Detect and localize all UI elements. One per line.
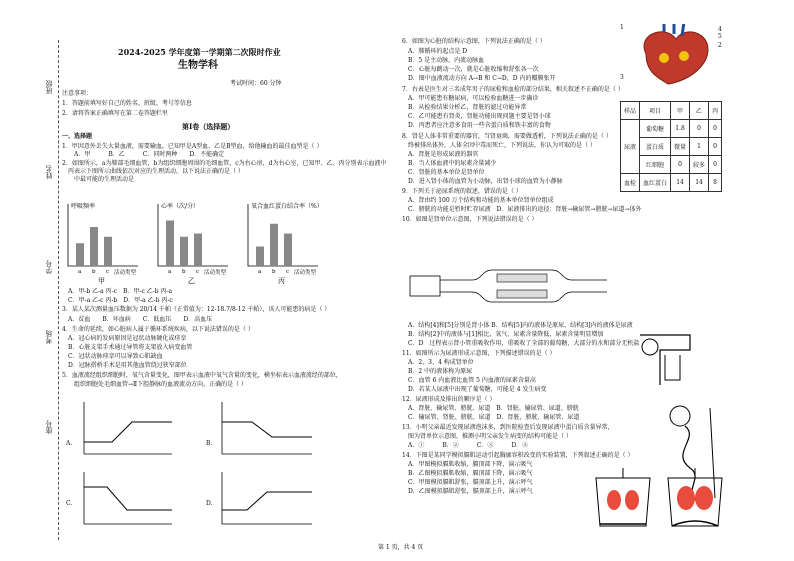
chart-label: 乙 — [188, 277, 195, 285]
q5-line-2: 组织细胞处毛细血管→Ⅱ下腔静脉的血液流动方向，正确的是（ ） — [62, 381, 248, 388]
heart-label-3: 3 — [620, 74, 624, 81]
bar — [284, 234, 292, 267]
o2-label-b: B. — [206, 440, 213, 447]
q5-line: 5．血液流经组织细胞时，氧气含量变化，图甲表示血液中氧气含量的变化，横坐标表示血液流经的部位， — [62, 372, 342, 379]
bell-jar-diagram — [588, 466, 658, 536]
table-cell: 8 — [709, 174, 722, 192]
chart-label: 丙 — [278, 277, 285, 285]
bar-category-label: a — [168, 269, 172, 275]
q2-line-3: 中最可能的生理活动是 — [62, 176, 135, 183]
heart-label-2: 2 — [718, 42, 722, 49]
right-text-line-lower: 14．下图是某同学模拟膈肌运动引起胸廓容积改变的实验装置，下列叙述正确的是（ ） — [402, 452, 634, 459]
binding-line — [58, 40, 59, 540]
o2-label-d: D. — [206, 500, 213, 507]
right-text-line-lower: A．① B．② C．③ D．④ — [402, 442, 529, 449]
right-text-line-lower: A．2、3、4 构成肾单位 — [402, 359, 474, 366]
bar-chart-jia — [68, 202, 138, 285]
bar-category-label: b — [92, 269, 96, 275]
right-text-line: B．当人体血液中的尿素含量减少 — [402, 160, 497, 167]
right-text-line-lower: 11．如图所示为尿液形成示意图，下列描述错误的是（ ） — [402, 350, 556, 357]
right-text-line-lower: C．甲图模拟膈肌舒张，膈顶部上升，演示呼气 — [402, 479, 533, 486]
page-title: 2024-2025 学年度第一学期第二次限时作业 — [118, 47, 281, 57]
table-cell: 葡萄糖 — [640, 120, 671, 138]
q3-options: A．贫血 B．坏血病 C．低血压 D．高血压 — [62, 316, 213, 323]
table-cell: 14 — [690, 174, 709, 192]
table-header-row — [621, 102, 722, 120]
right-text-line: A．肾由约 100 万个结构和功能的基本单位肾单位组成 — [402, 197, 554, 204]
right-text-line: D．图中血液流动方向 A→B 和 C→D，D 内的瓣膜张开 — [402, 75, 556, 82]
o2-chart-a — [84, 402, 172, 454]
chart-xlabel: 活动类型 — [294, 270, 317, 276]
chart-title: 心率（次/分） — [161, 203, 200, 210]
table-cell: 0 — [709, 120, 722, 138]
right-text-line: C．乙可能患有肾炎，肾脏功能出现问题主要是肾小球 — [402, 113, 551, 120]
binding-label-name: 姓名 — [45, 165, 53, 179]
table-row — [621, 174, 722, 192]
oxygen-charts — [62, 392, 332, 537]
table-header-cell: 乙 — [690, 102, 709, 120]
part-title: 第Ⅰ卷（选择题） — [182, 122, 235, 131]
q3-line: 3．某人某次测量血压数据为 20/14 千帕（正常值为：12-18.7/8-12 千帕），该人可能患的病是（ ） — [62, 306, 331, 313]
o2-chart-d — [222, 472, 312, 524]
right-text-line: A．肺循环的起点是 D — [402, 48, 468, 55]
table-header-cell: 甲 — [671, 102, 690, 120]
right-text-line-lower: A．甲图模拟膈肌收缩，膈顶部下降，演示吸气 — [402, 461, 533, 468]
right-text-line: A．甲可能患有糖尿病，可以检验血糖进一步确诊 — [402, 95, 539, 102]
table-row — [621, 120, 722, 138]
right-text-line: 终被排出体外，人体全因中毒而死亡，下列说法，你认为可取的是（ ） — [402, 142, 596, 149]
bar — [104, 237, 112, 266]
right-text-line-lower: B．乙图模拟膈肌收缩，膈顶部下降，演示吸气 — [402, 470, 533, 477]
right-text-line-lower: 13．小明父亲最近发现尿液泡沫多，到医院检查后发现尿液中蛋白质含量异常， — [402, 424, 614, 431]
bar-category-label: c — [196, 269, 200, 275]
table-cell: 较多 — [690, 156, 709, 174]
bar-chart-yi — [158, 202, 228, 285]
bar — [76, 243, 84, 266]
right-text-line: C．心脏每跳动一次，就是心脏收缩和舒张各一次 — [402, 66, 539, 73]
binding-label-room: 考场 — [45, 330, 53, 344]
right-text-line: 6．如图为心脏的结构示意图，下列说法正确的是（ ） — [402, 38, 546, 45]
bar-chart-bing — [248, 202, 323, 285]
note-1: 1．答题前填写好自己的姓名、班级、考号等信息 — [62, 100, 192, 107]
q2-option-ab: A．甲-b 乙-a 丙-c B．甲-c 乙-b 丙-a — [62, 288, 173, 295]
right-text-line: 7．右表是医生对三名成年男子的尿检和血检的部分结果，相关叙述不正确的是（ ） — [402, 86, 624, 93]
right-text-line-lower: D．若某人尿液中出现了葡萄糖，可能是 4 发生病变 — [402, 386, 547, 393]
q2-line-2: 丙表示下图所示曲线依次对应的生理活动，以下说法正确的是（ ） — [62, 168, 244, 175]
right-text-line-lower: C．输尿管、肾脏、膀胱、尿道 D．肾脏、膀胱、输尿管、尿道 — [402, 414, 580, 421]
right-text-line: 8．肾是人体非常重要的器官，当肾衰竭，需要做透析，下列说法正确的是（ ） — [402, 133, 612, 140]
o2-label-a: A. — [66, 440, 73, 447]
bar-category-label: c — [106, 269, 110, 275]
q4-option-c: C．冠状动脉痉挛可以导致心肌缺血 — [62, 353, 163, 360]
q1-line: 1．甲因意外丢失大量血液，需要输血，已知甲是A型血，乙是B型血，给他输血的最佳血型是（ ） — [62, 143, 323, 150]
bar — [256, 247, 264, 267]
o2-label-c: C. — [66, 500, 73, 507]
right-text-line-lower: C．D 过程表示肾小管重吸收作用，重吸收了全部的葡萄糖、大部分的水和部分无机盐 — [402, 340, 640, 347]
table-header-cell: 样品 — [621, 102, 640, 120]
table-cell: 蛋白质 — [640, 138, 671, 156]
heart-label-4: 4 — [718, 26, 722, 33]
right-text-line-lower: A．肾脏、输尿管、膀胱、尿道 B．肾脏、输尿管、尿道、膀胱 — [402, 405, 579, 412]
subject-title: 生物学科 — [178, 60, 218, 71]
bar-category-label: b — [182, 269, 186, 275]
bar — [90, 227, 98, 266]
right-text-line: B．从检验结果分析乙，肾脏的滤过功能异常 — [402, 104, 527, 111]
bar-category-label: a — [258, 269, 262, 275]
right-text-line-lower: 图为肾单位示意图，推测小明父亲发生病变的结构可能是（ ） — [402, 433, 572, 440]
chart-xlabel: 活动类型 — [114, 270, 137, 276]
table-cell: 0 — [709, 138, 722, 156]
bar-category-label: a — [78, 269, 82, 275]
table-header-cell: 丙 — [709, 102, 722, 120]
right-text-line: C．肾脏的基本单位是肾单位 — [402, 169, 485, 176]
right-text-line: 9．下列关于泌尿系统的叙述，错误的是（ ） — [402, 188, 522, 195]
q4-line: 4．生命的延续，如心脏病人属于循环系统疾病，以下说法错误的是（ ） — [62, 326, 254, 333]
table-cell: 0 — [709, 156, 722, 174]
table-cell: 1 — [690, 138, 709, 156]
chart-label: 甲 — [98, 277, 105, 285]
bar — [270, 224, 278, 266]
chart-xlabel: 活动类型 — [204, 270, 227, 276]
right-text-line-lower: B．结构[2]中的液体与[1]相比，氧气、尿素含量降低，尿素含量明显增加 — [402, 331, 604, 338]
q4-option-a: A．冠心病的发病原因是冠状动脉硬化或痉挛 — [62, 335, 187, 342]
o2-chart-b — [222, 402, 312, 454]
results-table — [620, 101, 722, 192]
right-text-line: 10．如图是肾单位示意图，下列说法错误的是（ ） — [402, 216, 538, 223]
right-text-line: B．5 是主动脉，内流动脉血 — [402, 57, 485, 64]
table-cell: 血检 — [621, 174, 640, 192]
page-footer: 第 1 页，共 4 页 — [378, 544, 424, 551]
bar-category-label: c — [286, 269, 290, 275]
bell-jar-diagram-2 — [660, 466, 730, 536]
right-text-line-lower: D．乙图模拟膈肌舒张，膈顶部上升，演示呼气 — [402, 488, 533, 495]
nephron-tube-diagram — [402, 256, 612, 318]
table-cell: 1.8 — [671, 120, 690, 138]
bar-category-label: b — [272, 269, 276, 275]
chart-title: 呼吸频率 — [71, 203, 96, 210]
notes-title: 注意事项： — [62, 90, 93, 97]
right-text-line-lower: A．结构[4]和[5]分别是肾小体 B．结构[5]内的液体是原尿，结构[3]内的液体是尿液 — [402, 322, 633, 329]
o2-chart-c — [84, 472, 172, 524]
table-cell: 红细胞 — [640, 156, 671, 174]
activity-charts — [60, 188, 330, 286]
right-text-line-lower: B．2 中的液体称为原尿 — [402, 368, 473, 375]
table-cell: 尿液 — [621, 120, 640, 174]
bar — [180, 237, 188, 266]
table-header-cell: 项目 — [640, 102, 671, 120]
q4-option-d: D．冠脉搭桥手术是用其他血管绕过狭窄部位 — [62, 362, 187, 369]
q2-option-cd: C．甲-a 乙-c 丙-b D．甲-a 乙-b 丙-c — [62, 297, 173, 304]
right-text-line: C．膀胱的功能是暂时贮存尿液 D．尿液排出的途径：肾脏→输尿管→膀胱→尿道→体外 — [402, 206, 642, 213]
table-cell: 血红蛋白 — [640, 174, 671, 192]
q2-line: 2．如图所示，a为肺部毛细血管，b为组织细胞周围的毛细血管，c为右心房，d为右心室，已知甲、乙、丙分别表示血液中 — [62, 160, 387, 167]
binding-label-class: 班级 — [45, 80, 53, 94]
urine-formation-diagram — [630, 325, 710, 395]
bar — [166, 221, 174, 267]
q4-option-b: B．心脏支架手术通过导管将支架放入病变血管 — [62, 344, 193, 351]
right-text-line: D．丙患者应注意多食用一些含蛋白质和铁丰富的食物 — [402, 122, 551, 129]
section-title: 一、选择题 — [62, 133, 93, 140]
right-text-line: A．肾脏是形成尿液的器官 — [402, 151, 479, 158]
note-2: 2．请将答案正确填写在第二卷答题栏里 — [62, 110, 168, 117]
heart-label-5: 5 — [718, 33, 722, 40]
right-text-line-lower: C．血管 6 内血液比血管 5 内血液的尿素含量高 — [402, 377, 536, 384]
binding-label-number: 学号 — [45, 260, 53, 274]
right-text-line: D．进入肾小体的血管为小动脉，出肾小球的血管为小静脉 — [402, 178, 563, 185]
heart-label-1: 1 — [620, 24, 624, 31]
binding-label-seat: 座号 — [45, 420, 53, 434]
right-text-line-lower: 12．尿液形成及排出的顺序是（ ） — [402, 396, 496, 403]
q1-options: A．甲 B．乙 C．同时两种 D．不能确定 — [62, 151, 225, 158]
table-cell: 0 — [671, 156, 690, 174]
bar — [194, 234, 202, 267]
chart-title: 氧合血红蛋白结合率（%） — [251, 203, 323, 210]
heart-diagram — [626, 24, 718, 86]
table-cell: 14 — [671, 174, 690, 192]
table-cell: 0 — [690, 120, 709, 138]
exam-time: 考试时间：60 分钟 — [230, 80, 282, 87]
table-cell: 微量 — [671, 138, 690, 156]
